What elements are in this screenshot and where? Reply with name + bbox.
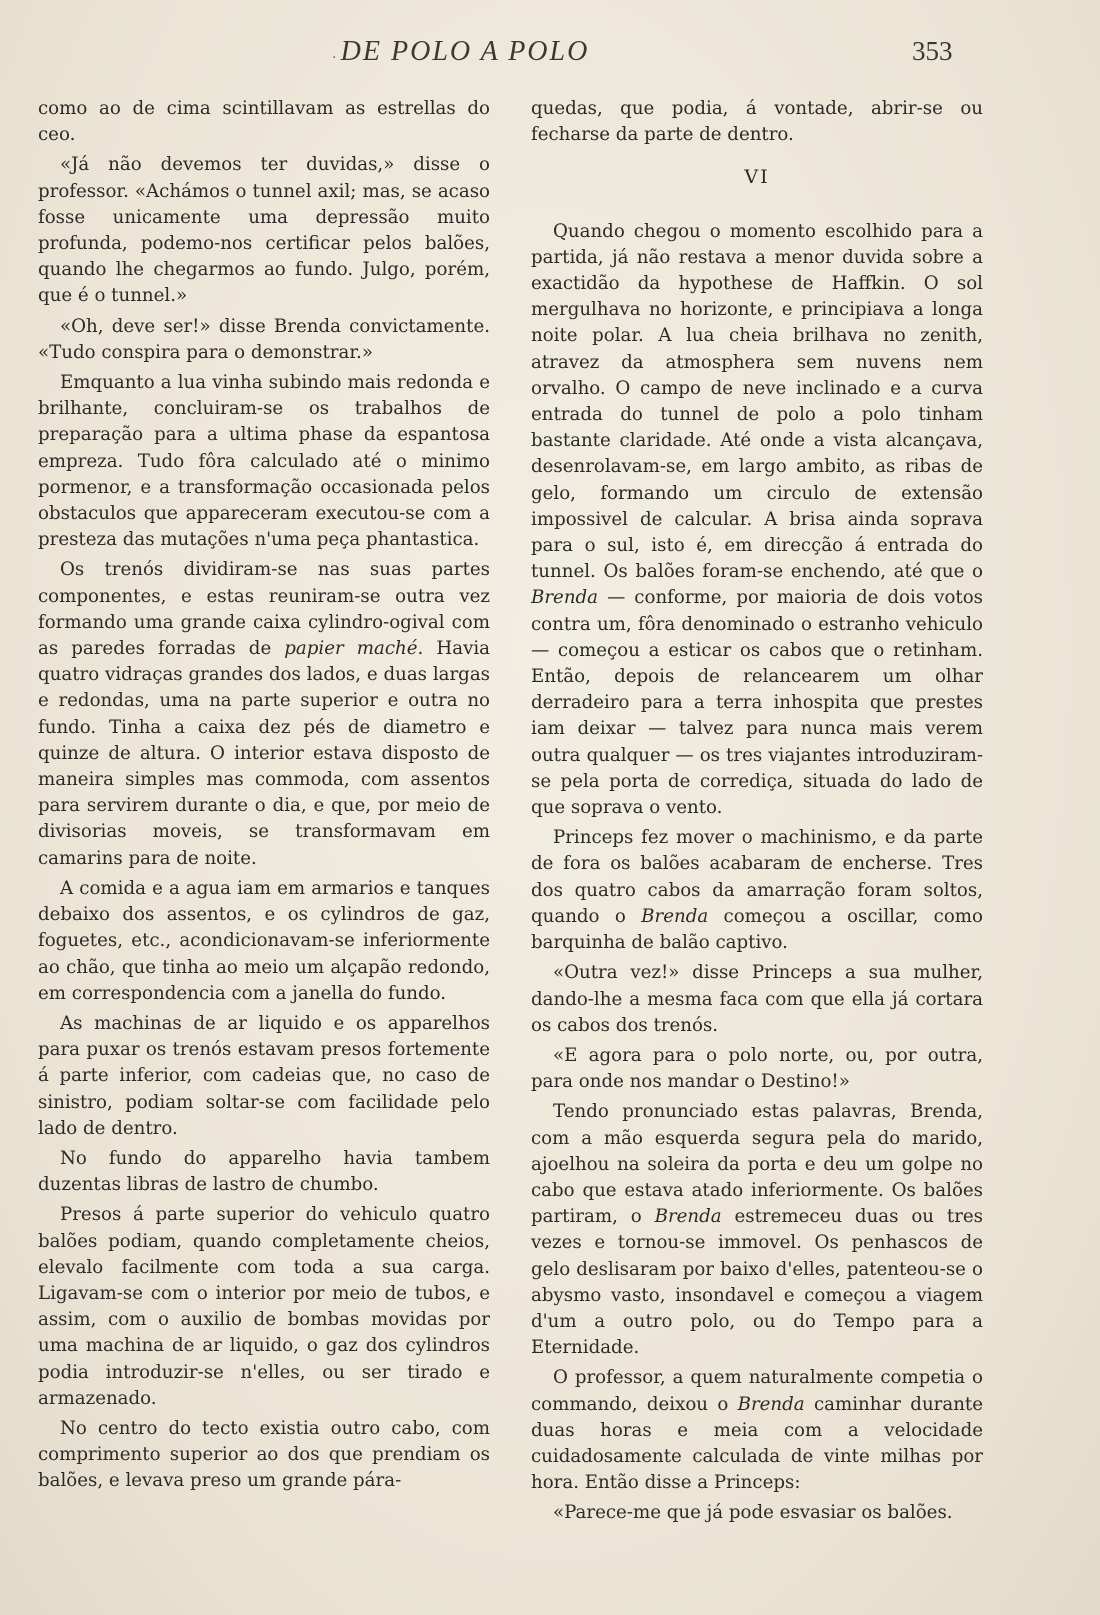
- paragraph: No fundo do apparelho havia tambem duzentas libras de lastro de chumbo.: [38, 1147, 490, 1196]
- italic-name: Brenda: [641, 905, 709, 927]
- italic-term: papier maché: [284, 638, 418, 660]
- paragraph: Princeps fez mover o machinismo, e da parte de fora os balões acabaram de encherse. Tres dos quatro cabos da amarração foram soltos, quando o Brenda começou a oscillar, como barquinha de balão captivo.: [531, 827, 983, 954]
- paragraph: Tendo pronunciado estas palavras, Brenda, com a mão esquerda segura pela do marido, ajoelhou na soleira da porta e deu um golpe no cabo que estava atado inferiormente. Os balões partiram, o Brenda estremeceu duas ou tres vezes e tornou-se immovel. Os penhascos de gelo deslisaram por baixo d'elles, patenteou-se o abysmo vasto, insondavel e começou a viagem d'um a outro polo, ou do Tempo para a Eternidade.: [531, 1101, 983, 1359]
- paragraph: Quando chegou o momento escolhido para a partida, já não restava a menor duvida sobre a exactidão da hypothese de Haffkin. O sol mergulhava no horizonte, e principiava a longa noite polar. A lua cheia brilhava no zenith, atravez da atmosphera sem nuvens nem orvalho. O campo de neve inclinado e a curva entrada do tunnel de polo a polo tinham bastante claridade. Até onde a vista alcançava, desenrolavam-se, em largo ambito, as ribas de gelo, formando um circulo de extensão impossivel de calcular. A brisa ainda soprava para o sul, isto é, em direcção á entrada do tunnel. Os balões foram-se enchendo, até que o Brenda — conforme, por maioria de dois votos contra um, fôra denominado o estranho vehiculo — começou a esticar os cabos que o retinham. Então, depois de relancearem um olhar derradeiro para a terra inhospita que prestes iam deixar — talvez para nunca mais verem outra qualquer — os tres viajantes introduziram-se pela porta de corrediça, situada do lado de que soprava o vento.: [531, 220, 983, 819]
- paragraph: «Já não devemos ter duvidas,» disse o professor. «Achámos o tunnel axil; mas, se acaso fosse unicamente uma depressão muito profunda, podemo-nos certificar pelos balões, quando lhe chegarmos ao fundo. Julgo, porém, que é o tunnel.»: [38, 154, 490, 307]
- left-column: [38, 96, 490, 1499]
- paragraph: A comida e a agua iam em armarios e tanques debaixo dos assentos, e os cylindros de gaz, foguetes, etc., acondicionavam-se inferiormente ao chão, que tinha ao meio um alçapão redondo, em correspondencia com a janella do fundo.: [38, 877, 490, 1004]
- paragraph: As machinas de ar liquido e os apparelhos para puxar os trenós estavam presos fortemente á parte inferior, com cadeias que, no caso de sinistro, podiam soltar-se com facilidade pelo lado de dentro.: [38, 1012, 490, 1139]
- paragraph: Presos á parte superior do vehiculo quatro balões podiam, quando completamente cheios, elevalo facilmente com toda a sua carga. Ligavam-se com o interior por meio de tubos, e assim, com o auxilio de bombas movidas por uma machina de ar liquido, o gaz dos cylindros podia introduzir-se n'elles, ou ser tirado e armazenado.: [38, 1204, 490, 1409]
- running-head: [0, 30, 1100, 74]
- italic-name: Brenda: [737, 1393, 805, 1415]
- ornament-dot: ·: [332, 50, 337, 66]
- paragraph: quedas, que podia, á vontade, abrir-se ou fecharse da parte de dentro.: [531, 98, 983, 146]
- paragraph: «Oh, deve ser!» disse Brenda convictamente. «Tudo conspira para o demonstrar.»: [38, 315, 490, 363]
- page-number: 353: [912, 36, 953, 66]
- paragraph: Emquanto a lua vinha subindo mais redonda e brilhante, concluiram-se os trabalhos de preparação para a ultima phase da espantosa empreza. Tudo fôra calculado até o minimo pormenor, e a transformação occasionada pelos obstaculos que appareceram executou-se com a presteza das mutações n'uma peça phantastica.: [38, 372, 490, 551]
- chapter-heading: VI: [744, 166, 770, 189]
- italic-name: Brenda: [654, 1206, 722, 1228]
- paragraph: Os trenós dividiram-se nas suas partes componentes, e estas reuniram-se outra vez formando uma grande caixa cylindro-ogival com as paredes forradas de papier maché. Havia quatro vidraças grandes dos lados, e duas largas e redondas, uma na parte superior e outra no fundo. Tinha a caixa dez pés de diametro e quinze de altura. O interior estava disposto de maneira simples mas commoda, com assentos para servirem durante o dia, e que, por meio de divisorias moveis, se transformavam em camarins para de noite.: [38, 559, 491, 869]
- paragraph: O professor, a quem naturalmente competia o commando, deixou o Brenda caminhar durante duas horas e meia com a velocidade cuidadosamente calculada de vinte milhas por hora. Então disse a Princeps:: [531, 1367, 983, 1494]
- right-column: [531, 96, 983, 1531]
- paragraph: como ao de cima scintillavam as estrellas do ceo.: [38, 98, 490, 146]
- paragraph: «Parece-me que já pode esvasiar os balões.: [553, 1502, 953, 1524]
- paragraph: «E agora para o polo norte, ou, por outra, para onde nos mandar o Destino!»: [531, 1044, 983, 1093]
- paragraph: «Outra vez!» disse Princeps a sua mulher, dando-lhe a mesma faca com que ella já cortara os cabos dos trenós.: [531, 962, 983, 1036]
- italic-name: Brenda: [531, 587, 599, 609]
- paragraph: No centro do tecto existia outro cabo, com comprimento superior ao dos que prendiam os balões, e levava preso um grande pára-: [38, 1417, 490, 1492]
- running-title: DE POLO A POLO: [340, 36, 590, 67]
